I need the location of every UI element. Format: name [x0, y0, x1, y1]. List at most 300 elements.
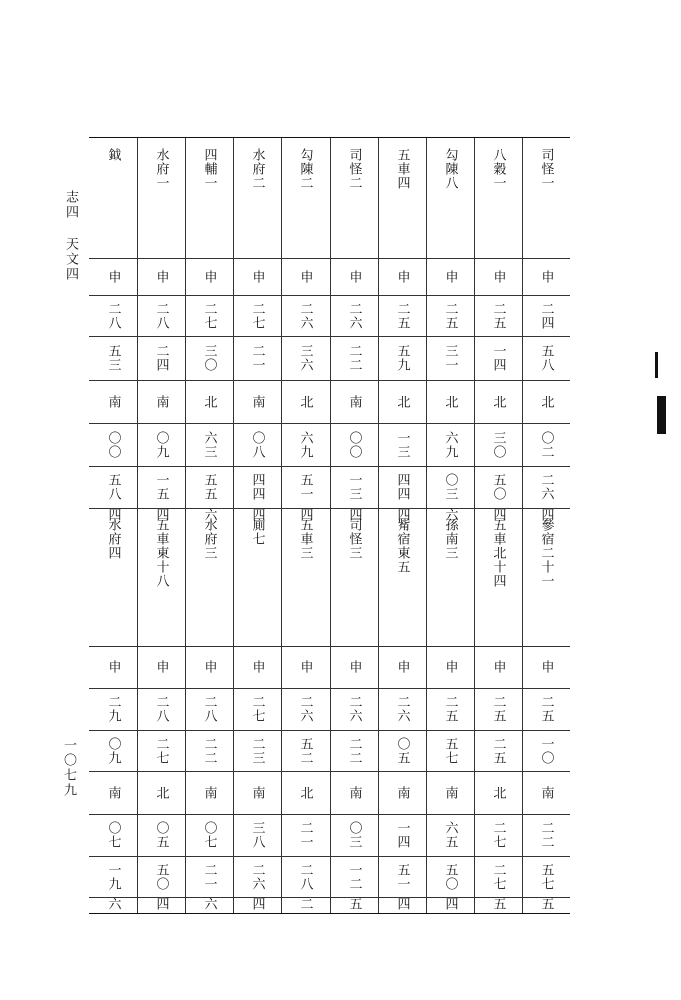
value-cell-text: 二六 — [538, 473, 554, 501]
value-cell-text: 一四 — [394, 821, 410, 849]
star-name-cell-text: 五車四 — [394, 148, 410, 190]
value-cell-text: 申 — [346, 660, 362, 674]
value-cell-text: 二五 — [490, 301, 506, 330]
value-cell — [233, 423, 281, 466]
value-cell — [233, 466, 281, 508]
value-cell-text: 申 — [442, 269, 458, 284]
value-cell-text: 二七 — [201, 301, 217, 330]
value-cell-text: 二一 — [249, 344, 265, 372]
value-cell-text: 〇七 — [201, 821, 217, 849]
value-cell — [281, 466, 329, 508]
value-cell-text: 三一 — [442, 344, 458, 372]
value-cell — [378, 258, 426, 295]
value-cell — [185, 295, 233, 336]
value-cell-text: 四四 — [394, 473, 410, 501]
value-cell-text: 五七 — [442, 736, 458, 765]
value-cell-text: 五〇 — [153, 862, 169, 891]
value-cell — [185, 856, 233, 897]
value-cell-text: 一三 — [394, 430, 410, 459]
value-cell — [137, 646, 185, 688]
star-name-cell — [137, 508, 185, 646]
value-cell-text: 二五 — [442, 301, 458, 330]
value-cell-text: 一九 — [105, 862, 121, 891]
value-cell-text: 六九 — [297, 430, 313, 459]
value-cell-text: 二五 — [490, 695, 506, 723]
value-cell — [89, 856, 137, 897]
star-name-cell-text: 五車北十四 — [490, 518, 506, 588]
value-cell — [426, 466, 474, 508]
value-cell-text: 南 — [538, 785, 554, 800]
value-cell-text: 四 — [394, 897, 410, 911]
value-cell — [522, 336, 570, 380]
value-cell — [89, 897, 137, 911]
star-name-cell — [89, 508, 137, 646]
value-cell-text: 〇五 — [394, 736, 410, 765]
value-cell — [522, 380, 570, 423]
star-name-cell-text: 孫南三 — [442, 518, 458, 560]
value-cell — [378, 466, 426, 508]
value-cell-text: 四 — [249, 508, 265, 522]
value-cell-text: 二九 — [105, 695, 121, 723]
value-cell — [89, 466, 137, 508]
value-cell-text: 五 — [490, 897, 506, 911]
value-cell-text: 二五 — [442, 695, 458, 723]
value-cell-text: 〇九 — [153, 430, 169, 459]
value-cell-text: 北 — [490, 785, 506, 800]
value-cell-text: 二七 — [153, 736, 169, 765]
value-cell — [378, 856, 426, 897]
value-cell — [233, 897, 281, 911]
value-cell-text: 六五 — [442, 821, 458, 849]
star-name-cell-text: 司怪二 — [346, 148, 362, 190]
value-cell — [330, 646, 378, 688]
value-cell — [522, 466, 570, 508]
star-name-cell-text: 水府二 — [249, 148, 265, 190]
value-cell — [281, 856, 329, 897]
value-cell — [185, 336, 233, 380]
value-cell-text: 〇八 — [249, 430, 265, 459]
star-name-cell — [474, 508, 522, 646]
value-cell — [233, 258, 281, 295]
value-cell — [330, 897, 378, 911]
star-name-cell-text: 司怪一 — [538, 148, 554, 190]
value-cell — [281, 814, 329, 856]
value-cell-text: 北 — [538, 394, 554, 409]
value-cell — [137, 814, 185, 856]
star-name-cell — [281, 138, 329, 258]
value-cell-text: 二五 — [394, 301, 410, 330]
value-cell — [378, 295, 426, 336]
star-name-cell — [378, 138, 426, 258]
value-cell-text: 四 — [490, 508, 506, 522]
value-cell — [378, 771, 426, 814]
value-cell — [89, 814, 137, 856]
value-cell-text: 二五 — [490, 736, 506, 765]
star-name-cell — [330, 508, 378, 646]
value-cell-text: 南 — [153, 394, 169, 409]
value-cell — [378, 423, 426, 466]
value-cell — [426, 423, 474, 466]
value-cell-text: 五 — [346, 897, 362, 911]
value-cell-text: 申 — [297, 660, 313, 674]
value-cell-text: 申 — [153, 660, 169, 674]
value-cell — [426, 688, 474, 730]
value-cell-text: 二七 — [249, 301, 265, 330]
star-name-cell-text: 參宿二十一 — [538, 518, 554, 588]
value-cell — [522, 814, 570, 856]
value-cell-text: 四 — [153, 508, 169, 522]
value-cell — [233, 814, 281, 856]
value-cell — [522, 688, 570, 730]
value-cell-text: 二二 — [538, 821, 554, 849]
value-cell-text: 申 — [490, 269, 506, 284]
value-cell-text: 五〇 — [490, 473, 506, 501]
value-cell-text: 南 — [249, 785, 265, 800]
value-cell-text: 〇五 — [153, 821, 169, 849]
value-cell — [233, 380, 281, 423]
value-cell-text: 〇三 — [346, 821, 362, 849]
value-cell-text: 二八 — [153, 301, 169, 330]
value-cell — [474, 423, 522, 466]
value-cell — [281, 336, 329, 380]
value-cell-text: 南 — [346, 394, 362, 409]
star-name-cell — [522, 508, 570, 646]
value-cell — [185, 466, 233, 508]
star-name-cell-text: 五車三 — [297, 518, 313, 560]
value-cell — [330, 466, 378, 508]
value-cell-text: 五八 — [538, 344, 554, 372]
value-cell-text: 五一 — [394, 862, 410, 891]
value-cell — [89, 730, 137, 771]
value-cell — [474, 814, 522, 856]
value-cell — [330, 258, 378, 295]
value-cell — [330, 688, 378, 730]
star-name-cell — [233, 138, 281, 258]
value-cell-text: 二七 — [490, 821, 506, 849]
value-cell — [137, 258, 185, 295]
value-cell — [137, 380, 185, 423]
value-cell-text: 四 — [249, 897, 265, 911]
value-cell — [137, 466, 185, 508]
value-cell-text: 二 — [297, 897, 313, 911]
value-cell-text: 二五 — [538, 695, 554, 723]
value-cell-text: 二八 — [105, 301, 121, 330]
value-cell-text: 南 — [201, 785, 217, 800]
value-cell-text: 四 — [538, 508, 554, 522]
value-cell-text: 申 — [442, 660, 458, 674]
value-cell — [89, 258, 137, 295]
value-cell-text: 北 — [297, 785, 313, 800]
value-cell — [426, 336, 474, 380]
value-cell — [474, 466, 522, 508]
value-cell-text: 二六 — [346, 301, 362, 330]
value-cell-text: 申 — [538, 269, 554, 284]
value-cell — [426, 646, 474, 688]
margin-ink-mark — [655, 352, 658, 378]
value-cell — [89, 336, 137, 380]
value-cell — [378, 897, 426, 911]
value-cell — [281, 258, 329, 295]
value-cell — [426, 730, 474, 771]
value-cell — [474, 646, 522, 688]
value-cell-text: 四 — [346, 508, 362, 522]
value-cell-text: 申 — [105, 269, 121, 284]
value-cell — [137, 295, 185, 336]
running-head: 志四 天文四 — [63, 190, 78, 282]
value-cell-text: 一五 — [153, 473, 169, 501]
value-cell — [522, 856, 570, 897]
value-cell-text: 五一 — [297, 473, 313, 501]
value-cell — [330, 856, 378, 897]
value-cell — [89, 646, 137, 688]
value-cell-text: 〇九 — [105, 736, 121, 765]
value-cell-text: 二六 — [249, 862, 265, 891]
star-name-cell — [233, 508, 281, 646]
value-cell-text: 北 — [490, 394, 506, 409]
value-cell-text: 五九 — [394, 344, 410, 372]
star-name-cell — [330, 138, 378, 258]
value-cell — [378, 380, 426, 423]
value-cell-text: 申 — [297, 269, 313, 284]
value-cell — [233, 771, 281, 814]
star-name-cell — [474, 138, 522, 258]
value-cell-text: 申 — [249, 660, 265, 674]
value-cell — [522, 646, 570, 688]
value-cell — [330, 814, 378, 856]
star-name-cell-text: 水府三 — [201, 518, 217, 560]
value-cell — [89, 688, 137, 730]
value-cell — [281, 646, 329, 688]
value-cell — [378, 336, 426, 380]
value-cell-text: 三六 — [297, 344, 313, 372]
value-cell-text: 二六 — [297, 695, 313, 723]
value-cell-text: 一四 — [490, 344, 506, 372]
value-cell — [137, 897, 185, 911]
value-cell-text: 四 — [297, 508, 313, 522]
margin-ink-mark — [657, 396, 666, 434]
star-name-cell — [378, 508, 426, 646]
value-cell-text: 一〇 — [538, 736, 554, 765]
value-cell — [426, 258, 474, 295]
value-cell-text: 六 — [442, 508, 458, 522]
value-cell — [474, 380, 522, 423]
value-cell — [137, 336, 185, 380]
page-number: 一〇七九 — [61, 738, 76, 798]
value-cell-text: 北 — [153, 785, 169, 800]
star-name-cell — [185, 138, 233, 258]
value-cell-text: 二七 — [249, 695, 265, 723]
value-cell — [426, 897, 474, 911]
value-cell-text: 南 — [249, 394, 265, 409]
value-cell-text: 申 — [394, 269, 410, 284]
star-name-cell-text: 廁七 — [249, 518, 265, 546]
value-cell-text: 〇七 — [105, 821, 121, 849]
value-cell-text: 〇二 — [538, 430, 554, 459]
value-cell — [474, 897, 522, 911]
value-cell — [233, 688, 281, 730]
star-name-cell — [426, 138, 474, 258]
value-cell-text: 申 — [201, 269, 217, 284]
value-cell — [474, 336, 522, 380]
value-cell-text: 南 — [442, 785, 458, 800]
value-cell — [426, 295, 474, 336]
value-cell — [185, 897, 233, 911]
value-cell — [522, 423, 570, 466]
value-cell-text: 二二 — [346, 736, 362, 765]
value-cell — [474, 730, 522, 771]
value-cell — [185, 730, 233, 771]
value-cell — [185, 814, 233, 856]
value-cell — [137, 730, 185, 771]
value-cell-text: 六三 — [201, 430, 217, 459]
value-cell-text: 〇三 — [442, 473, 458, 501]
value-cell-text: 六 — [201, 897, 217, 911]
value-cell — [89, 380, 137, 423]
value-cell — [89, 295, 137, 336]
star-name-cell — [89, 138, 137, 258]
value-cell — [522, 771, 570, 814]
value-cell — [281, 730, 329, 771]
star-name-cell — [185, 508, 233, 646]
star-name-cell-text: 司怪三 — [346, 518, 362, 560]
value-cell — [281, 688, 329, 730]
value-cell-text: 北 — [442, 394, 458, 409]
value-cell — [281, 897, 329, 911]
value-cell — [330, 771, 378, 814]
value-cell-text: 四 — [153, 897, 169, 911]
value-cell — [89, 423, 137, 466]
value-cell — [426, 771, 474, 814]
value-cell — [378, 814, 426, 856]
value-cell — [137, 423, 185, 466]
value-cell — [185, 380, 233, 423]
value-cell — [233, 646, 281, 688]
value-cell-text: 申 — [249, 269, 265, 284]
value-cell-text: 三〇 — [490, 430, 506, 459]
value-cell-text: 二八 — [297, 862, 313, 891]
value-cell — [185, 688, 233, 730]
value-cell — [522, 897, 570, 911]
value-cell — [522, 295, 570, 336]
value-cell — [137, 856, 185, 897]
value-cell-text: 二二 — [346, 344, 362, 372]
value-cell — [233, 856, 281, 897]
star-name-cell-text: 鉞 — [105, 148, 121, 162]
value-cell-text: 二一 — [201, 862, 217, 891]
value-cell-text: 二一 — [297, 821, 313, 849]
value-cell — [185, 258, 233, 295]
value-cell-text: 二八 — [153, 695, 169, 723]
value-cell-text: 一三 — [346, 473, 362, 501]
value-cell — [426, 814, 474, 856]
value-cell-text: 四四 — [249, 473, 265, 501]
value-cell — [378, 688, 426, 730]
star-name-cell — [522, 138, 570, 258]
value-cell-text: 二三 — [249, 736, 265, 765]
value-cell — [522, 730, 570, 771]
value-cell-text: 二二 — [201, 736, 217, 765]
value-cell-text: 五三 — [105, 344, 121, 372]
value-cell-text: 五七 — [538, 862, 554, 891]
value-cell-text: 申 — [538, 660, 554, 674]
value-cell-text: 申 — [394, 660, 410, 674]
value-cell-text: 申 — [201, 660, 217, 674]
value-cell — [185, 771, 233, 814]
value-cell — [137, 771, 185, 814]
star-name-cell-text: 勾陳八 — [442, 148, 458, 190]
value-cell — [281, 295, 329, 336]
star-name-cell-text: 水府四 — [105, 518, 121, 560]
value-cell-text: 北 — [297, 394, 313, 409]
value-cell-text: 五二 — [297, 736, 313, 765]
value-cell — [89, 771, 137, 814]
value-cell-text: 五 — [538, 897, 554, 911]
value-cell-text: 四 — [394, 508, 410, 522]
value-cell-text: 申 — [105, 660, 121, 674]
value-cell — [330, 380, 378, 423]
value-cell-text: 南 — [394, 785, 410, 800]
value-cell — [522, 258, 570, 295]
value-cell-text: 四 — [105, 508, 121, 522]
value-cell — [474, 771, 522, 814]
value-cell-text: 六 — [201, 508, 217, 522]
value-cell-text: 二六 — [346, 695, 362, 723]
value-cell-text: 二四 — [153, 344, 169, 372]
value-cell — [233, 295, 281, 336]
value-cell — [474, 258, 522, 295]
star-name-cell-text: 勾陳二 — [297, 148, 313, 190]
value-cell-text: 三〇 — [201, 344, 217, 372]
value-cell-text: 南 — [346, 785, 362, 800]
star-name-cell — [281, 508, 329, 646]
star-name-cell — [137, 138, 185, 258]
value-cell — [233, 730, 281, 771]
value-cell-text: 申 — [490, 660, 506, 674]
value-cell-text: 北 — [201, 394, 217, 409]
value-cell — [281, 380, 329, 423]
value-cell-text: 〇〇 — [346, 430, 362, 459]
value-cell-text: 二四 — [538, 301, 554, 330]
value-cell — [474, 295, 522, 336]
value-cell — [474, 856, 522, 897]
value-cell — [281, 771, 329, 814]
value-cell-text: 南 — [105, 394, 121, 409]
value-cell-text: 申 — [153, 269, 169, 284]
value-cell-text: 南 — [105, 785, 121, 800]
value-cell — [330, 295, 378, 336]
value-cell — [330, 336, 378, 380]
value-cell — [426, 380, 474, 423]
value-cell — [281, 423, 329, 466]
star-name-cell-text: 五車東十八 — [153, 518, 169, 588]
value-cell — [426, 856, 474, 897]
value-cell-text: 六九 — [442, 430, 458, 459]
value-cell-text: 四 — [442, 897, 458, 911]
value-cell — [185, 646, 233, 688]
value-cell-text: 三八 — [249, 821, 265, 849]
value-cell-text: 五五 — [201, 473, 217, 501]
value-cell-text: 一二 — [346, 862, 362, 891]
value-cell-text: 五〇 — [442, 862, 458, 891]
value-cell — [474, 688, 522, 730]
value-cell-text: 〇〇 — [105, 430, 121, 459]
star-name-cell-text: 水府一 — [153, 148, 169, 190]
star-name-cell-text: 觜宿東五 — [394, 518, 410, 574]
value-cell-text: 二七 — [490, 862, 506, 891]
star-name-cell-text: 四輔一 — [201, 148, 217, 190]
value-cell-text: 二六 — [394, 695, 410, 723]
value-cell — [185, 423, 233, 466]
